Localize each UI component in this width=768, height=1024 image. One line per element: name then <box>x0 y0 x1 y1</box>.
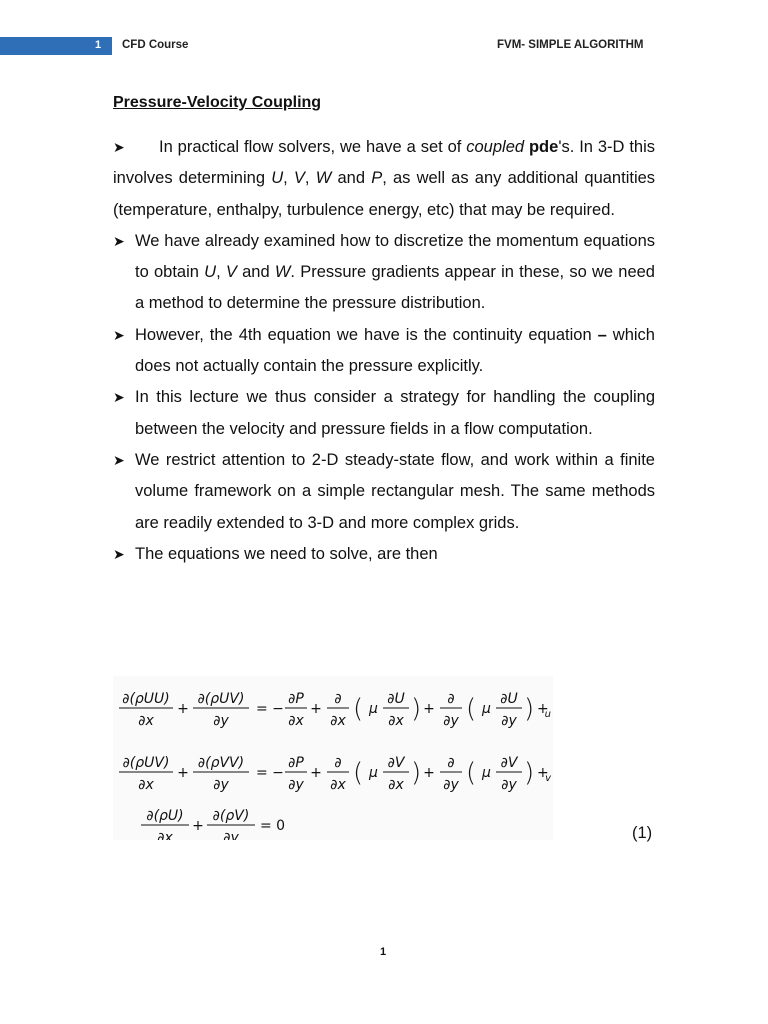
text-run: 's. In 3-D this involves determining <box>113 138 656 188</box>
eq-term: + <box>310 765 322 781</box>
eq-term: + <box>192 818 204 834</box>
page-title: Pressure-Velocity Coupling <box>113 94 322 111</box>
text-run: . Pressure gradients appear in these, so we need a method to determine the pressure distribution. <box>135 263 655 313</box>
bullet-paragraph <box>113 382 655 445</box>
footer-page-number: 1 <box>380 946 387 958</box>
eq-term: = − <box>256 765 284 781</box>
text-run-bold: pde <box>528 138 559 156</box>
eq-term: + <box>537 765 549 781</box>
arrow-bullet-icon: ➤ <box>113 389 125 406</box>
text-run-italic: V <box>225 263 237 282</box>
text-run: The equations we need to solve, are then <box>135 544 438 563</box>
eq-term: ∂x <box>157 830 173 840</box>
eq-term: ∂x <box>330 713 346 729</box>
bullet-paragraph <box>113 132 655 226</box>
eq-term: ∂(ρUV) <box>197 691 245 707</box>
bullet-paragraph <box>113 539 655 570</box>
text-run: , <box>216 263 226 282</box>
eq-paren: ) <box>524 758 535 788</box>
text-run: In practical flow solvers, we have a set of <box>159 138 467 156</box>
eq-paren: ) <box>411 758 422 788</box>
equation-continuity <box>141 808 285 840</box>
text-run: , as well as any additional quantities (temperature, enthalpy, turbulence energy, etc) that may be required. <box>113 169 656 219</box>
eq-term: ∂P <box>288 755 304 771</box>
text-run: and <box>236 263 275 282</box>
eq-term: ∂U <box>387 691 405 707</box>
text-run-italic: U <box>204 263 217 282</box>
text-run-italic: W <box>315 169 332 188</box>
eq-subscript: u <box>544 709 551 720</box>
eq-term: ∂x <box>138 713 154 729</box>
eq-term: ∂U <box>500 691 518 707</box>
arrow-bullet-icon: ➤ <box>113 232 125 249</box>
eq-term: ∂(ρV) <box>212 808 250 824</box>
arrow-bullet-icon: ➤ <box>113 451 125 468</box>
arrow-bullet-icon: ➤ <box>113 545 125 562</box>
eq-term: ∂x <box>330 777 346 793</box>
eq-term: ∂x <box>388 777 404 793</box>
equation-block <box>113 676 553 840</box>
text-run: In this lecture we thus consider a strategy for handling the coupling between the velocity and pressure fields in a flow computation. <box>135 388 655 438</box>
eq-paren: ( <box>353 758 364 788</box>
eq-term: ∂V <box>387 755 405 771</box>
eq-term: ∂(ρUU) <box>122 691 170 707</box>
arrow-bullet-icon: ➤ <box>113 139 125 155</box>
equation-y-momentum <box>119 755 553 793</box>
text-run-italic: V <box>293 169 305 188</box>
arrow-bullet-icon: ➤ <box>113 326 125 343</box>
eq-term: = − <box>256 701 284 717</box>
eq-term: ∂y <box>288 777 304 793</box>
eq-term: ∂y <box>501 713 517 729</box>
text-run: , <box>283 169 294 188</box>
eq-term: ∂(ρUV) <box>122 755 170 771</box>
eq-paren: ( <box>353 694 364 724</box>
text-run: We have already examined how to discretize the momentum equations to obtain <box>135 231 655 282</box>
eq-term: + <box>177 701 189 717</box>
eq-term: ∂(ρU) <box>146 808 184 824</box>
text-run-bold: – <box>597 325 607 344</box>
header-section-title: FVM- SIMPLE ALGORITHM <box>497 39 644 51</box>
eq-term: ∂V <box>500 755 518 771</box>
eq-term: ∂(ρVV) <box>197 755 245 771</box>
eq-term: ∂y <box>223 830 239 840</box>
eq-term: ∂P <box>288 691 304 707</box>
text-run: which does not actually contain the pressure explicitly. <box>135 325 655 376</box>
eq-term: = 0 <box>260 818 286 834</box>
eq-term: ∂ <box>334 755 342 771</box>
eq-term: ∂x <box>388 713 404 729</box>
eq-paren: ) <box>411 694 422 724</box>
text-run-italic: U <box>271 169 284 188</box>
header-course-title: CFD Course <box>122 39 189 51</box>
eq-term: ∂ <box>447 691 455 707</box>
eq-subscript: v <box>545 773 551 784</box>
eq-term: + <box>177 765 189 781</box>
header-page-number: 1 <box>95 39 102 51</box>
eq-term: + <box>310 701 322 717</box>
eq-term: μ <box>369 701 378 717</box>
text-run: , <box>304 169 316 188</box>
equation-x-momentum <box>119 691 553 729</box>
eq-paren: ( <box>466 694 477 724</box>
eq-term: ∂ <box>447 755 455 771</box>
eq-term: μ <box>369 765 378 781</box>
eq-term: ∂x <box>288 713 304 729</box>
text-run: and <box>331 169 372 188</box>
eq-term: + <box>537 701 549 717</box>
eq-term: ∂x <box>138 777 154 793</box>
eq-term: ∂y <box>213 777 229 793</box>
text-run-italic: P <box>371 169 383 188</box>
body-text <box>113 132 655 570</box>
eq-term: ∂y <box>443 777 459 793</box>
text-run-italic: W <box>274 263 291 282</box>
eq-term: ∂y <box>501 777 517 793</box>
eq-term: μ <box>482 701 491 717</box>
eq-term: + <box>423 701 435 717</box>
text-run: However, the 4th equation we have is the continuity equation <box>135 325 598 344</box>
eq-term: ∂y <box>443 713 459 729</box>
eq-term: ∂ <box>334 691 342 707</box>
bullet-paragraph <box>113 226 655 320</box>
text-run: We restrict attention to 2-D steady-state flow, and work within a finite volume framework on a simple rectangular mesh. The same methods are readily extended to 3-D and more complex grids. <box>135 450 655 532</box>
eq-term: μ <box>482 765 491 781</box>
equation-number: (1) <box>632 824 653 842</box>
eq-paren: ) <box>524 694 535 724</box>
equation-svg <box>113 676 553 840</box>
text-run-italic: coupled <box>466 138 525 156</box>
eq-paren: ( <box>466 758 477 788</box>
eq-term: ∂y <box>213 713 229 729</box>
bullet-paragraph <box>113 320 655 383</box>
eq-term: + <box>423 765 435 781</box>
bullet-paragraph <box>113 445 655 539</box>
